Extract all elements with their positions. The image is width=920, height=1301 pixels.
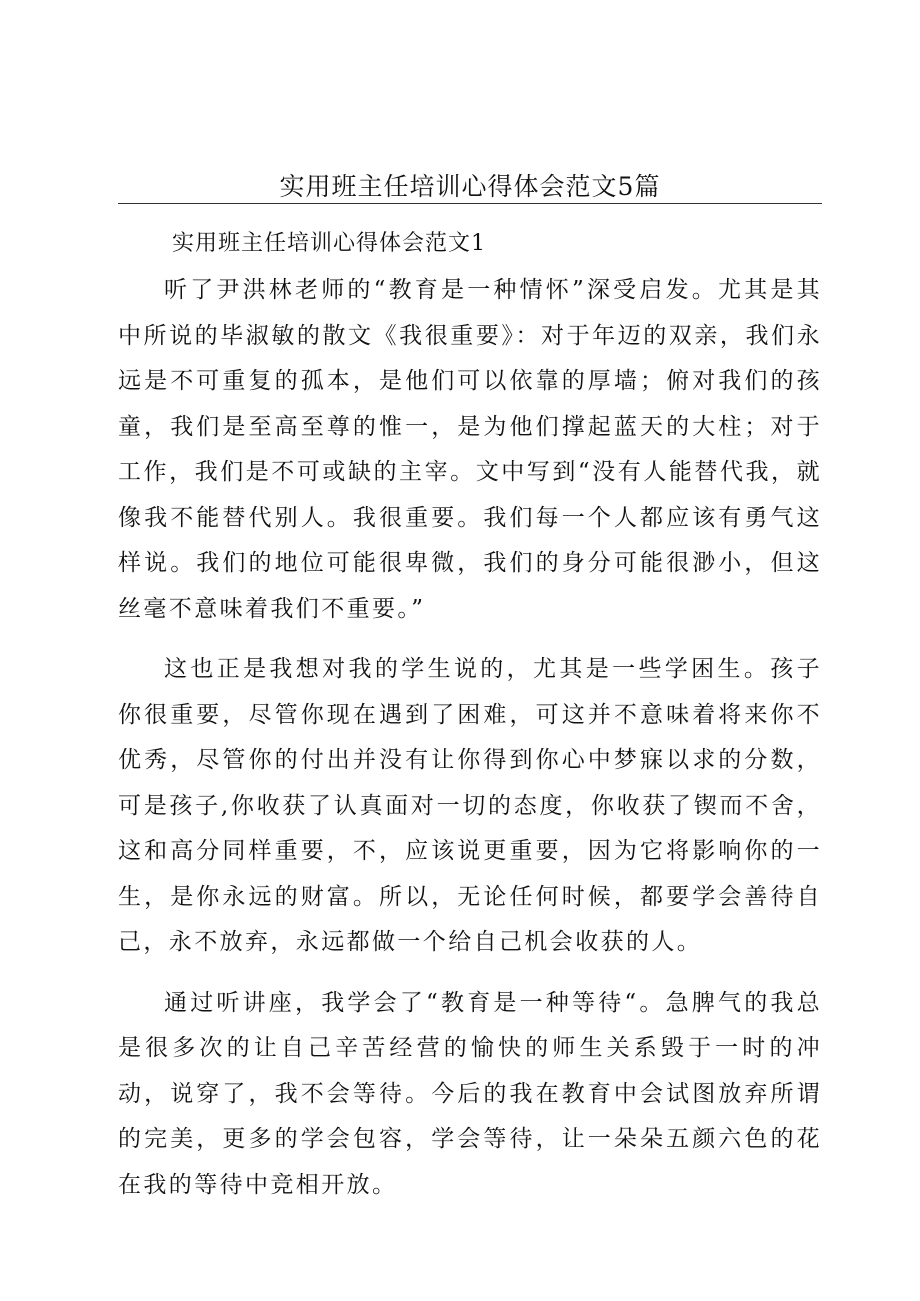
paragraph-1: 听了尹洪林老师的“教育是一种情怀”深受启发。尤其是其中所说的毕淑敏的散文《我很重要》：对于年迈的双亲，我们永远是不可重复的孤本，是他们可以依靠的厚墙；俯对我们的孩童，我们是至高至尊的惟一，是为他们撑起蓝天的大柱；对于工作，我们是不可或缺的主宰。文中写到“没有人能替代我，就像我不能替代别人。我很重要。我们每一个人都应该有勇气这样说。我们的地位可能很卑微，我们的身分可能很渺小，但这丝毫不意味着我们不重要。” — [118, 277, 822, 622]
document-body — [118, 268, 822, 1223]
paragraph-3: 通过听讲座，我学会了“教育是一种等待“。急脾气的我总是很多次的让自己辛苦经营的愉快的师生关系毁于一时的冲动，说穿了，我不会等待。今后的我在教育中会试图放弃所谓的完美，更多的学会包容，学会等待，让一朵朵五颜六色的花在我的等待中竞相开放。 — [118, 989, 822, 1198]
section-heading: 实用班主任培训心得体会范文1 — [172, 231, 486, 256]
document-title: 实用班主任培训心得体会范文5篇 — [279, 172, 661, 201]
title-underline — [118, 203, 822, 204]
paragraph-2: 这也正是我想对我的学生说的，尤其是一些学困生。孩子你很重要，尽管你现在遇到了困难，可这并不意味着将来你不优秀，尽管你的付出并没有让你得到你心中梦寐以求的分数，可是孩子,你收获了认真面对一切的态度，你收获了锲而不舍，这和高分同样重要，不，应该说更重要，因为它将影响你的一生，是你永远的财富。所以，无论任何时候，都要学会善待自己，永不放弃，永远都做一个给自己机会收获的人。 — [118, 656, 822, 955]
